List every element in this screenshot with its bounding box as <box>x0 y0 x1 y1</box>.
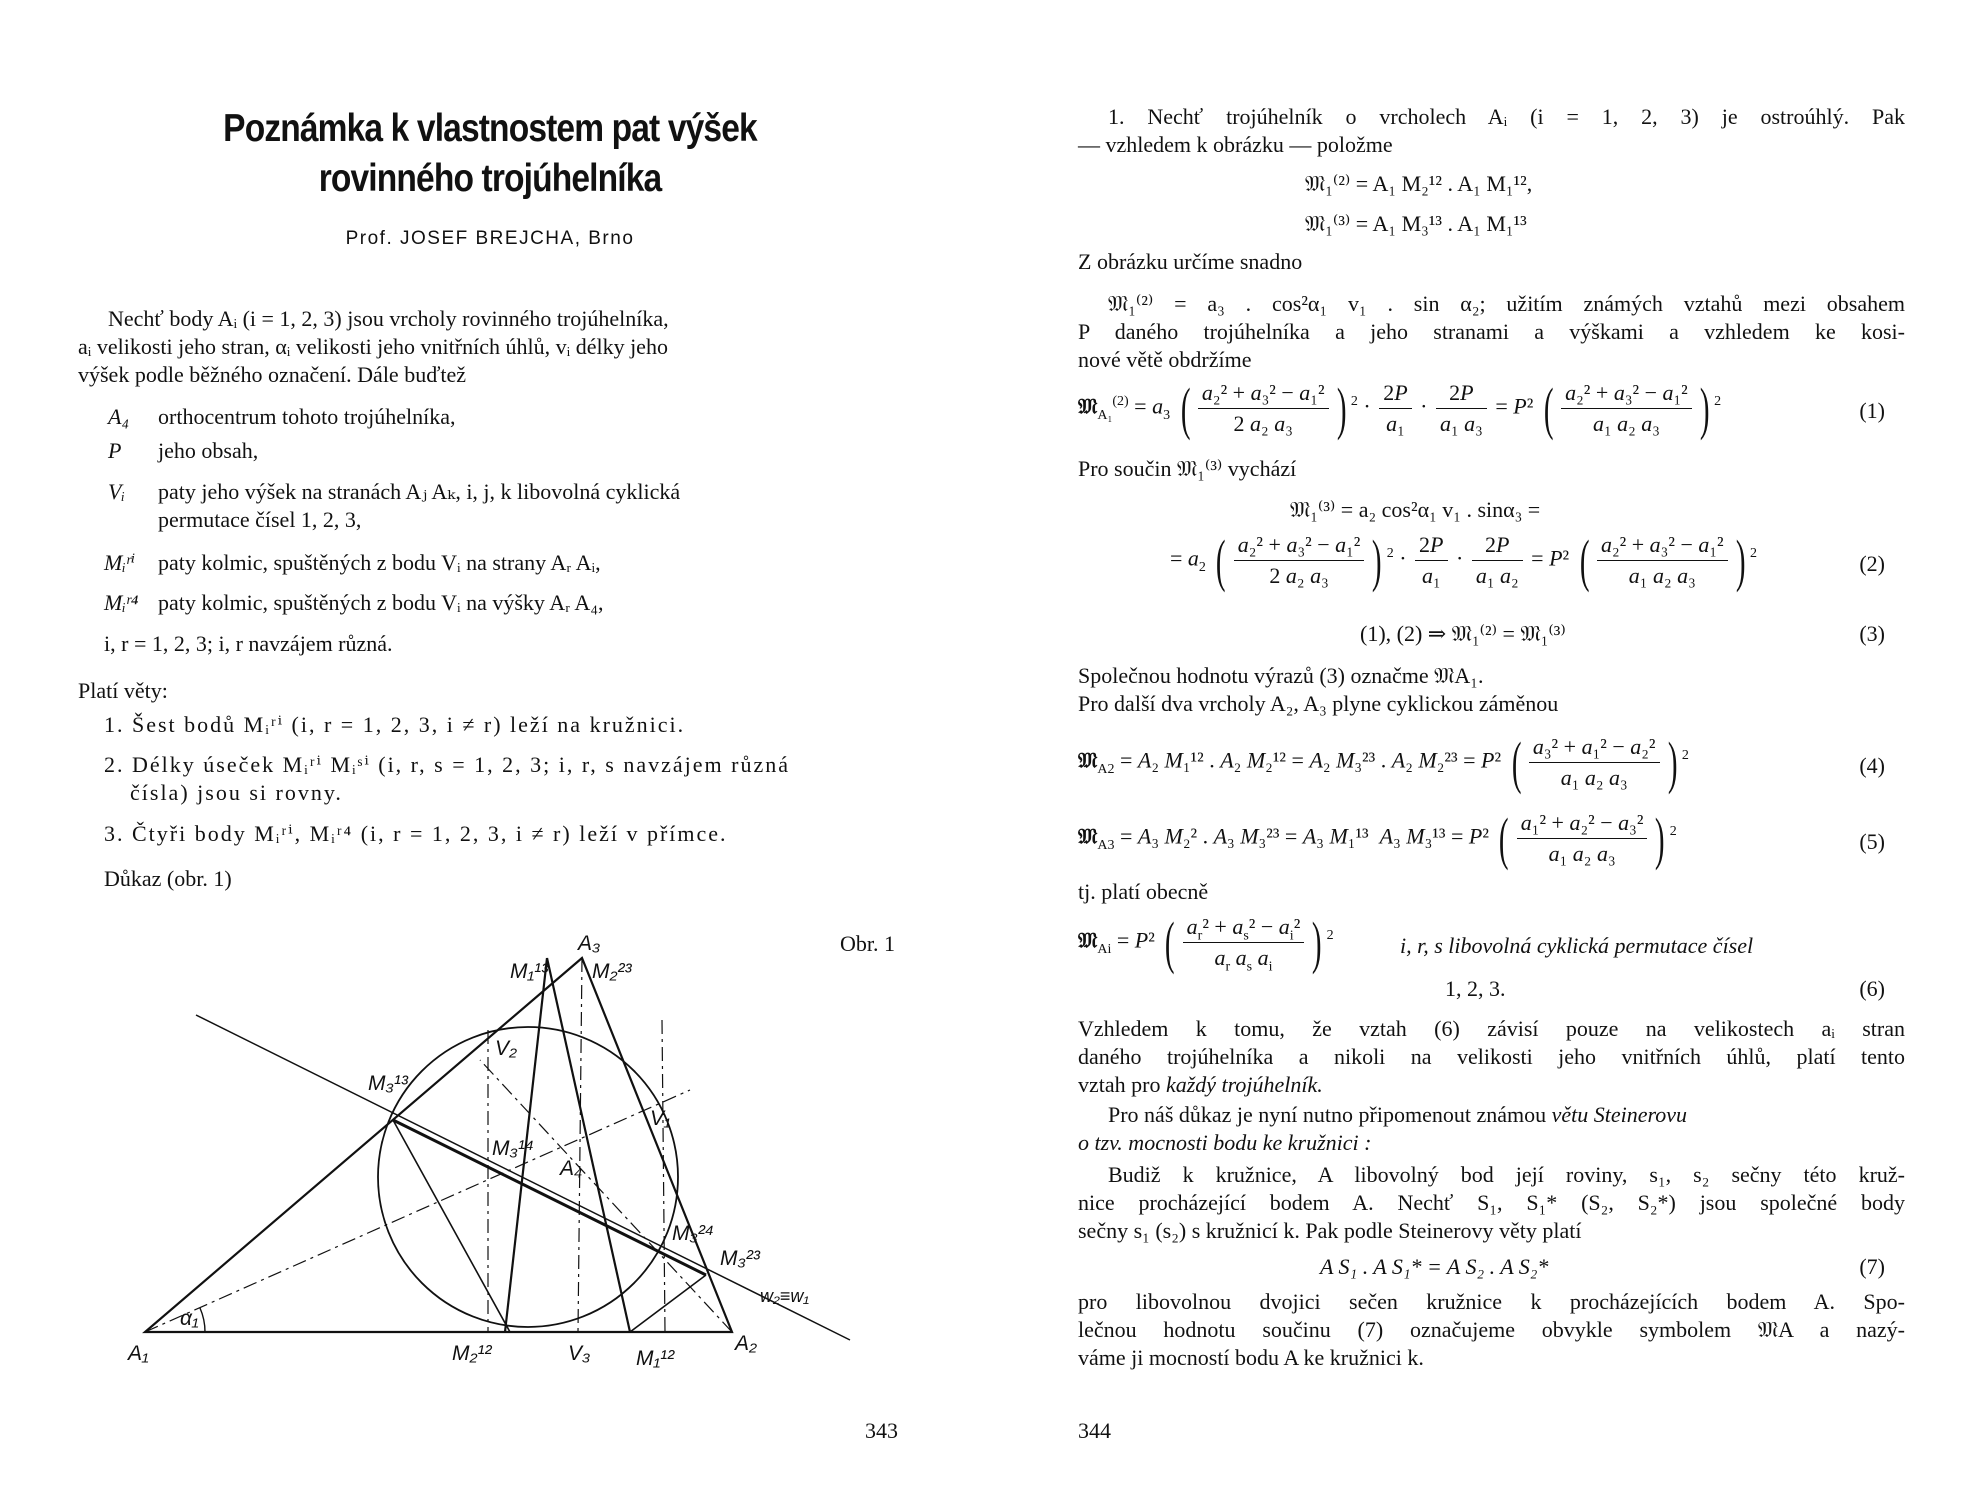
eq-number-2: (2) <box>1859 551 1885 576</box>
figure-1 <box>0 930 990 1370</box>
label-v3: V₃ <box>568 1342 591 1365</box>
def-eq1: 𝔐₁⁽²⁾ = A₁ M₂¹² . A₁ M₁¹², <box>1305 171 1533 196</box>
equation-6: 𝔐$_{Ai}$ = P² ( $\frac{a_r^2 + a_s^2 - a_i^2}{a_r a_s a_i}$ ) $^2$ <box>1078 909 1334 975</box>
budiz-line: sečny s₁ (s₂) s kružnicí k. Pak podle Steinerovy věty platí <box>1078 1218 1582 1243</box>
def-text: permutace čísel 1, 2, 3, <box>158 507 362 532</box>
def-symbol: Vᵢ <box>108 479 125 504</box>
eq6-tail-1: i, r, s libovolná cyklická permutace čísel <box>1400 933 1754 958</box>
def-symbol: P <box>108 438 122 463</box>
intro-line: aᵢ velikosti jeho stran, αᵢ velikosti jeho vnitřních úhlů, vᵢ délky jeho <box>78 334 668 359</box>
label-v2: V₂ <box>495 1037 518 1060</box>
steiner-italic: větu Steinerovu <box>1551 1102 1687 1127</box>
theorem-2: 2. Délky úseček Mᵢʳⁱ Mᵢˢⁱ (i, r, s = 1, 2, 3; i, r, s navzájem různá <box>104 752 790 777</box>
deriv-line: nové větě obdržíme <box>1078 347 1252 372</box>
equation-5: 𝔐$_{A3}$ = A₃ M₂² . A₃ M₃²³ = A₃ M₁¹³ A₃ M₃¹³ = P² ( $\frac{\text{a₁² + a₂² − a₃²}}{\text{a₁ a₂ a₃}}$ ) $^2$ <box>1078 805 1677 871</box>
label-m1-13: M₁¹³ <box>510 960 549 983</box>
label-m3-14: M₃¹⁴ <box>492 1137 534 1160</box>
budiz-line: Budiž k kružnice, A libovolný bod její roviny, s₁, s₂ sečny této kruž- <box>1108 1162 1905 1187</box>
label-m3-23: M₃²³ <box>720 1247 760 1270</box>
altitude-a2 <box>480 1060 732 1332</box>
page-number: 343 <box>865 1418 898 1443</box>
def-text: orthocentrum tohoto trojúhelníka, <box>158 404 456 429</box>
label-m1-12: M₁¹² <box>636 1347 675 1370</box>
steiner-line1 <box>1108 1101 1687 1129</box>
from-figure: Z obrázku určíme snadno <box>1078 249 1303 274</box>
label-m2-12: M₂¹² <box>452 1342 492 1365</box>
final-line: pro libovolnou dvojici sečen kružnice k procházejících bodem A. Spo- <box>1078 1289 1905 1314</box>
label-m3-24: M₃²⁴ <box>672 1222 714 1245</box>
para1-line2: — vzhledem k obrázku — položme <box>1078 132 1393 157</box>
eq-number-7: (7) <box>1859 1254 1885 1279</box>
deriv-line: 𝔐₁⁽²⁾ = a₃ . cos²α₁ v₁ . sin α₂; užitím známých vztahů mezi obsahem <box>1108 291 1905 316</box>
def-text: paty kolmic, spuštěných z bodu Vᵢ na výšky Aᵣ A₄, <box>158 590 604 615</box>
label-v1: V₁ <box>650 1107 671 1130</box>
label-a3: A₃ <box>578 932 601 955</box>
equation-1: 𝔐$_{A_1}^{(2)}$ = $a_3$ ( $\frac{\text{a₂² + a₃² − a₁²}}{\text{2 a₂ a₃}}$ ) $^2$ · $\frac{2P}{\text{a₁}}$ · $\frac{2P}{\text{a₁ a₃}}$ = P² ( $\frac{\text{a₂² + a₃² − a₁²}}{\text{a₁ a₂ a₃}}$ ) $^2$ <box>1078 375 1722 441</box>
conclusion-line: Vzhledem k tomu, že vztah (6) závisí pouze na velikostech aᵢ stran <box>1078 1016 1905 1041</box>
def-symbol: A₄ <box>108 404 130 429</box>
def-symbol: Mᵢʳ⁴ <box>104 590 139 615</box>
page-number: 344 <box>1078 1418 1111 1443</box>
def-symbol: Mᵢʳⁱ <box>104 550 136 575</box>
label-m3-13: M₃¹³ <box>368 1072 408 1095</box>
intro-line: Nechť body Aᵢ (i = 1, 2, 3) jsou vrcholy rovinného trojúhelníka, <box>108 306 669 331</box>
conclusion-line: daného trojúhelníka a nikoli na velikosti jeho vnitřních úhlů, platí tento <box>1078 1044 1905 1069</box>
conclusion-last-italic: každý trojúhelník. <box>1165 1072 1323 1097</box>
perp-2 <box>662 1020 665 1332</box>
theorem-2-cont: čísla) jsou si rovny. <box>130 780 343 805</box>
budiz-line: nice procházející bodem A. Nechť S₁, S₁* (S₂, S₂*) jsou společné body <box>1078 1190 1905 1215</box>
def-text: paty jeho výšek na stranách Aⱼ Aₖ, i, j, k libovolná cyklická <box>158 479 681 504</box>
proof-heading: Důkaz (obr. 1) <box>104 866 232 891</box>
figure-caption: Obr. 1 <box>840 931 895 956</box>
other-vertices: Pro další dva vrcholy A₂, A₃ plyne cyklickou záměnou <box>1078 691 1559 716</box>
six-point-circle <box>378 1027 678 1327</box>
equation-7: A S₁ . A S₁* = A S₂ . A S₂* <box>1320 1254 1549 1279</box>
triangle-a1a2a3 <box>145 958 732 1332</box>
theorem-3: 3. Čtyři body Mᵢʳⁱ, Mᵢʳ⁴ (i, r = 1, 2, 3, i ≠ r) leží v přímce. <box>104 821 728 846</box>
generally: tj. platí obecně <box>1078 879 1209 904</box>
deriv-line: P daného trojúhelníka a jeho stranami a výškami a vzhledem ke kosi- <box>1078 319 1905 344</box>
steiner-line2: o tzv. mocnosti bodu ke kružnici : <box>1078 1130 1372 1155</box>
conclusion-last <box>1078 1071 1323 1099</box>
label-a4: A₄ <box>560 1157 583 1180</box>
label-w2w1: w₂≡w₁ <box>760 1286 810 1306</box>
equation-2: = $a_2$ ( $\frac{\text{a₂² + a₃² − a₁²}}{\text{2 a₂ a₃}}$ ) $^2$ · $\frac{2P}{\text{a₁}}$ · $\frac{2P}{\text{a₁ a₂}}$ = P² ( $\frac{\text{a₂² + a₃² − a₁²}}{\text{a₁ a₂ a₃}}$ ) $^2$ <box>1170 527 1757 593</box>
label-a2: A₂ <box>735 1332 758 1355</box>
def-text: i, r = 1, 2, 3; i, r navzájem různá. <box>104 631 393 656</box>
title-line-1: Poznámka k vlastnostem pat výšek <box>223 107 757 150</box>
eq-number-1: (1) <box>1859 398 1885 423</box>
para1-line1: 1. Nechť trojúhelník o vrcholech Aᵢ (i = 1, 2, 3) je ostroúhlý. Pak <box>1108 104 1905 129</box>
angle-alpha1-arc <box>200 1308 205 1332</box>
eq6-tail-2: 1, 2, 3. <box>1445 976 1506 1001</box>
theorem-1: 1. Šest bodů Mᵢʳⁱ (i, r = 1, 2, 3, i ≠ r) leží na kružnici. <box>104 712 686 737</box>
conclusion-last-text: vztah pro <box>1078 1072 1166 1097</box>
eq-number-6: (6) <box>1859 976 1885 1001</box>
final-line: lečnou hodnotu součinu (7) označujeme obvykle symbolem 𝔐A a nazý- <box>1078 1317 1905 1342</box>
def-text: paty kolmic, spuštěných z bodu Vᵢ na strany Aᵣ Aᵢ, <box>158 550 601 575</box>
label-m2-23: M₂²³ <box>592 960 632 983</box>
common-value: Společnou hodnotu výrazů (3) označme 𝔐A₁. <box>1078 663 1484 688</box>
chord-m3 <box>393 1120 706 1275</box>
right-page <box>990 0 1980 1500</box>
label-a1: A₁ <box>128 1342 149 1365</box>
altitude-a3 <box>578 958 582 1332</box>
title-line-2: rovinného trojúhelníka <box>318 157 662 200</box>
def-eq2: 𝔐₁⁽³⁾ = A₁ M₃¹³ . A₁ M₁¹³ <box>1305 211 1527 236</box>
equation-4: 𝔐$_{A2}$ = A₂ M₁¹² . A₂ M₂¹² = A₂ M₃²³ . A₂ M₂²³ = P² ( $\frac{\text{a₃² + a₁² − a₂²}}{\text{a₁ a₂ a₃}}$ ) $^2$ <box>1078 729 1689 795</box>
intro-line: výšek podle běžného označení. Dále buďtež <box>78 362 467 387</box>
eq2-first-line: 𝔐₁⁽³⁾ = a₂ cos²α₁ v₁ . sinα₃ = <box>1290 497 1541 522</box>
def-text: jeho obsah, <box>158 438 259 463</box>
final-line: váme ji mocností bodu A ke kružnici k. <box>1078 1345 1424 1370</box>
eq-number-5: (5) <box>1859 829 1885 854</box>
author: Prof. JOSEF BREJCHA, Brno <box>345 228 635 249</box>
eq-number-3: (3) <box>1859 621 1885 646</box>
eq-number-4: (4) <box>1859 753 1885 778</box>
altitude-a1 <box>145 1090 690 1332</box>
equation-3: (1), (2) ⇒ 𝔐₁⁽²⁾ = 𝔐₁⁽³⁾ <box>1360 621 1566 646</box>
theorems-heading: Platí věty: <box>78 678 168 703</box>
label-alpha1: α₁ <box>180 1307 199 1330</box>
article-title <box>198 104 783 204</box>
steiner-text: Pro náš důkaz je nyní nutno připomenout známou <box>1108 1102 1552 1127</box>
product-intro: Pro součin 𝔐₁⁽³⁾ vychází <box>1078 456 1297 481</box>
line-inner-4 <box>630 1275 706 1332</box>
